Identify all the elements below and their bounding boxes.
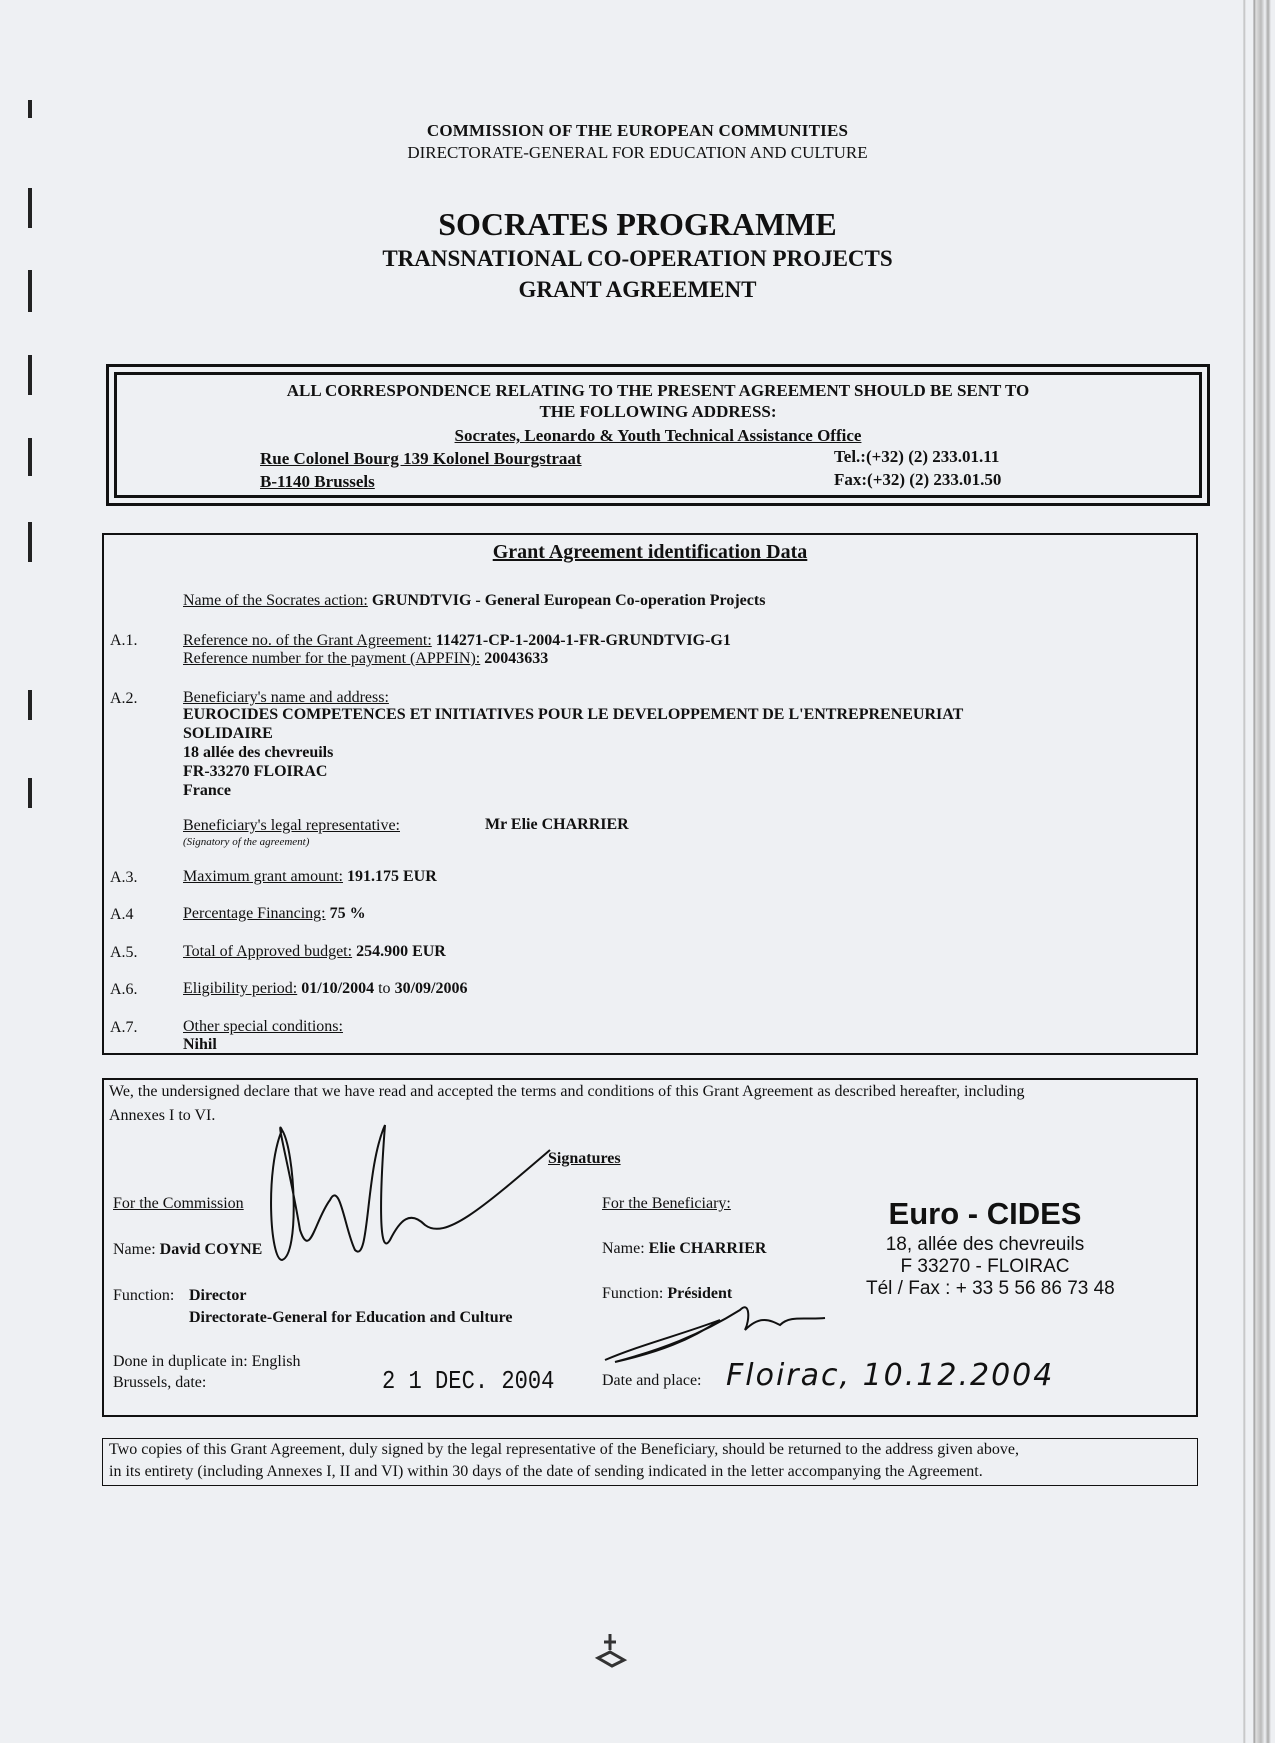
binder-mark bbox=[28, 100, 32, 118]
a7-label: Other special conditions: bbox=[183, 1018, 343, 1035]
commission-function-label: Function: bbox=[113, 1287, 175, 1304]
beneficiary-label: For the Beneficiary: bbox=[602, 1195, 731, 1212]
address-tel: Tel.:(+32) (2) 233.01.11 bbox=[834, 447, 1000, 466]
a2-label: Beneficiary's name and address: bbox=[183, 689, 389, 706]
note-line2: in its entirety (including Annexes I, II and VI) within 30 days of the date of sending indicated in the letter accompanying the Agreement. bbox=[109, 1463, 983, 1480]
rep-note: (Signatory of the agreement) bbox=[183, 836, 310, 848]
address-city: B-1140 Brussels bbox=[260, 472, 375, 491]
code-a7: A.7. bbox=[110, 1019, 138, 1036]
declaration-line2: Annexes I to VI. bbox=[109, 1107, 216, 1124]
a6-row bbox=[183, 980, 467, 998]
subtitle-2: GRANT AGREEMENT bbox=[518, 277, 757, 302]
header-line2: DIRECTORATE-GENERAL FOR EDUCATION AND CULTURE bbox=[407, 143, 868, 162]
commission-function1: Director bbox=[189, 1287, 247, 1304]
action-value: GRUNDTVIG - General European Co-operation Projects bbox=[371, 592, 766, 609]
note-line1: Two copies of this Grant Agreement, duly signed by the legal representative of the Beneficiary, should be returned to the address given above, bbox=[109, 1441, 1020, 1458]
code-a3: A.3. bbox=[110, 869, 138, 886]
a7-value: Nihil bbox=[183, 1036, 217, 1053]
a2-name-line2: SOLIDAIRE bbox=[183, 725, 273, 742]
signatures-heading: Signatures bbox=[548, 1150, 621, 1167]
address-line1: ALL CORRESPONDENCE RELATING TO THE PRESENT AGREEMENT SHOULD BE SENT TO bbox=[286, 381, 1030, 400]
header-line1: COMMISSION OF THE EUROPEAN COMMUNITIES bbox=[426, 121, 849, 140]
code-a2: A.2. bbox=[110, 690, 138, 707]
beneficiary-name: Elie CHARRIER bbox=[648, 1240, 767, 1257]
binder-mark bbox=[28, 438, 32, 476]
programme-title: SOCRATES PROGRAMME bbox=[438, 206, 837, 242]
beneficiary-stamp bbox=[860, 1196, 1160, 1300]
a6-to-word: to bbox=[378, 980, 391, 997]
a1-value: 114271-CP-1-2004-1-FR-GRUNDTVIG-G1 bbox=[435, 632, 731, 649]
a6-label: Eligibility period: bbox=[183, 980, 298, 997]
a6-to: 30/09/2006 bbox=[394, 980, 468, 997]
commission-name-label: Name: bbox=[113, 1241, 156, 1258]
beneficiary-signature bbox=[600, 1290, 840, 1370]
a1-pay-row bbox=[183, 650, 548, 668]
stamp-street: 18, allée des chevreuils bbox=[885, 1234, 1085, 1255]
identification-title: Grant Agreement identification Data bbox=[492, 541, 808, 563]
rep-label: Beneficiary's legal representative: bbox=[183, 817, 400, 834]
scan-mark bbox=[592, 1630, 632, 1670]
stamp-phone: Tél / Fax : + 33 5 56 86 73 48 bbox=[866, 1278, 1115, 1299]
a2-name-line1: EUROCIDES COMPETENCES ET INITIATIVES POUR LE DEVELOPPEMENT DE L'ENTREPRENEURIAT bbox=[183, 706, 964, 723]
a5-row bbox=[183, 943, 446, 961]
office-name: Socrates, Leonardo & Youth Technical Assistance Office bbox=[454, 426, 862, 445]
binder-mark bbox=[28, 522, 32, 562]
code-a5: A.5. bbox=[110, 944, 138, 961]
stamp-name: Euro - CIDES bbox=[888, 1196, 1082, 1231]
stamp-city: F 33270 - FLOIRAC bbox=[900, 1256, 1070, 1277]
commission-name-row bbox=[113, 1241, 262, 1259]
a3-row bbox=[183, 868, 437, 886]
a4-row bbox=[183, 905, 366, 923]
subtitle-1: TRANSNATIONAL CO-OPERATION PROJECTS bbox=[382, 246, 893, 271]
a1-label: Reference no. of the Grant Agreement: bbox=[183, 632, 432, 649]
a2-street: 18 allée des chevreuils bbox=[183, 744, 334, 761]
beneficiary-name-row bbox=[602, 1240, 766, 1258]
a3-value: 191.175 EUR bbox=[346, 868, 437, 885]
beneficiary-function-label: Function: bbox=[602, 1285, 664, 1302]
a2-city: FR-33270 FLOIRAC bbox=[183, 763, 328, 780]
code-a6: A.6. bbox=[110, 981, 138, 998]
declaration-line1: We, the undersigned declare that we have read and accepted the terms and conditions of this Grant Agreement as described hereafter, including bbox=[109, 1083, 1025, 1100]
commission-signature bbox=[260, 1110, 560, 1290]
address-fax: Fax:(+32) (2) 233.01.50 bbox=[834, 470, 1002, 489]
rep-value: Mr Elie CHARRIER bbox=[485, 816, 629, 833]
commission-date-stamp: 2 1 DEC. 2004 bbox=[382, 1366, 555, 1396]
binder-mark bbox=[28, 355, 32, 395]
beneficiary-function: Président bbox=[667, 1285, 733, 1302]
commission-function2: Directorate-General for Education and Culture bbox=[189, 1309, 513, 1326]
code-a1: A.1. bbox=[110, 632, 138, 649]
address-line2: THE FOLLOWING ADDRESS: bbox=[539, 402, 777, 421]
commission-name: David COYNE bbox=[159, 1241, 263, 1258]
identification-box bbox=[102, 533, 1198, 1055]
a5-value: 254.900 EUR bbox=[356, 943, 446, 960]
done-label: Done in duplicate in: English bbox=[113, 1353, 301, 1370]
action-label: Name of the Socrates action: bbox=[183, 592, 368, 609]
a4-label: Percentage Financing: bbox=[183, 905, 326, 922]
address-street: Rue Colonel Bourg 139 Kolonel Bourgstraat bbox=[260, 449, 582, 468]
a1-row bbox=[183, 632, 731, 650]
a4-value: 75 % bbox=[329, 905, 366, 922]
commission-label: For the Commission bbox=[113, 1195, 244, 1212]
date-place-handwritten: Floirac, 10.12.2004 bbox=[726, 1358, 1055, 1393]
beneficiary-name-label: Name: bbox=[602, 1240, 645, 1257]
a1-pay-value: 20043633 bbox=[484, 650, 549, 667]
a1-pay-label: Reference number for the payment (APPFIN): bbox=[183, 650, 481, 667]
a2-country: France bbox=[183, 782, 231, 799]
a3-label: Maximum grant amount: bbox=[183, 868, 343, 885]
a5-label: Total of Approved budget: bbox=[183, 943, 353, 960]
binder-mark bbox=[28, 778, 32, 808]
brussels-date-label: Brussels, date: bbox=[113, 1374, 207, 1391]
binder-mark bbox=[28, 690, 32, 720]
a6-from: 01/10/2004 bbox=[301, 980, 375, 997]
code-a4: A.4 bbox=[110, 906, 134, 923]
action-row bbox=[183, 592, 765, 610]
date-place-label: Date and place: bbox=[602, 1372, 702, 1389]
